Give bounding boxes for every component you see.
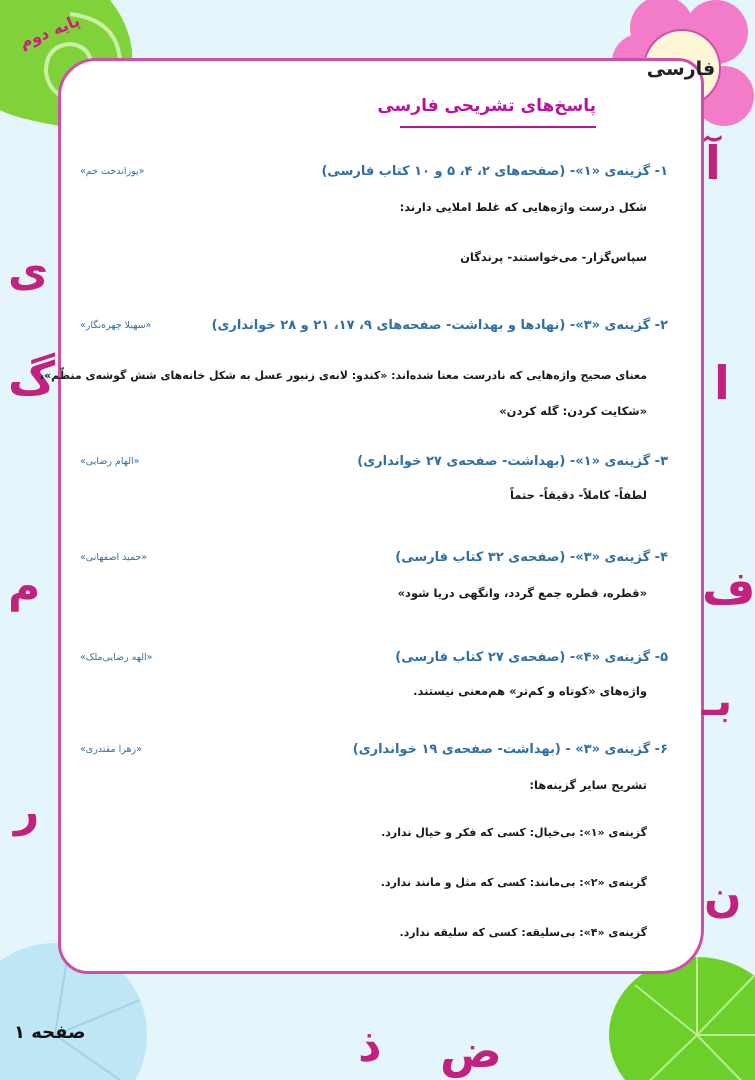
answer-line: گزینه‌ی «۴»: بی‌سلیقه: کسی که سلیقه ندارد.	[399, 926, 647, 939]
question-title: ۳- گزینه‌ی «۱»- (بهداشت- صفحه‌ی ۲۷ خوانداری)	[357, 454, 668, 469]
answer-line: معنای صحیح واژه‌هایی که نادرست معنا شده‌اند: «کندو: لانه‌ی زنبور عسل به شکل خانه‌های شش گوشه‌ی منظّم»،	[39, 369, 647, 382]
question-author: «زهرا مقتدری»	[80, 744, 142, 755]
question-2-header	[80, 318, 668, 342]
question-6-header	[80, 742, 668, 766]
decor-letter-left-2: گ	[8, 351, 56, 405]
decor-letter-left-3: م	[8, 561, 41, 612]
subject-label: فارسی	[646, 58, 716, 80]
decor-letter-right-2: ا	[714, 356, 730, 410]
question-author: «حمید اصفهانی»	[80, 552, 148, 563]
decor-letter-right-1: آ	[705, 136, 721, 190]
decor-letter-right-3: ف	[702, 561, 755, 615]
question-author: «سهیلا چهره‌نگار»	[80, 320, 152, 331]
answer-line: واژه‌های «کوتاه و کم‌تر» هم‌معنی نیستند.	[413, 684, 647, 698]
question-5-header	[80, 650, 668, 674]
decor-letter-left-4: ر	[14, 786, 40, 837]
answer-line: لطفاً- کاملاً- دقیقاً- حتماً	[509, 488, 647, 502]
decor-letter-bottom-2: ض	[440, 1024, 502, 1078]
decor-letter-right-5: ن	[704, 871, 742, 922]
answer-line: سپاس‌گزار- می‌خواستند- پرندگان	[460, 250, 647, 264]
question-3-header	[80, 454, 668, 478]
answer-line: «شکایت کردن: گله کردن»	[499, 404, 647, 418]
question-author: «الهه رضایی‌ملک»	[80, 652, 153, 663]
question-author: «پوراندخت جم»	[80, 166, 145, 177]
answer-line: تشریح سایر گزینه‌ها:	[529, 778, 647, 792]
question-title: ۱- گزینه‌ی «۱»- (صفحه‌های ۲، ۴، ۵ و ۱۰ کتاب فارسی)	[321, 164, 668, 179]
decor-letter-right-4: بـ	[702, 676, 733, 725]
answer-line: گزینه‌ی «۱»: بی‌خیال: کسی که فکر و خیال ندارد.	[381, 826, 647, 839]
question-title: ۵- گزینه‌ی «۴»- (صفحه‌ی ۲۷ کتاب فارسی)	[395, 650, 668, 665]
answer-line: شکل درست واژه‌هایی که غلط املایی دارند:	[399, 200, 647, 214]
question-author: «الهام رضایی»	[80, 456, 140, 467]
question-1-header	[80, 164, 668, 188]
page-number: صفحه ۱	[14, 1022, 86, 1043]
page-title: پاسخ‌های تشریحی فارسی	[377, 96, 596, 116]
answer-line: «قطره، قطره جمع گردد، وانگهی دریا شود»	[397, 586, 647, 600]
question-4-header	[80, 550, 668, 574]
grade-label: پایه دوم	[16, 10, 83, 53]
answer-line: گزینه‌ی «۲»: بی‌مانند: کسی که مثل و مانند ندارد.	[380, 876, 647, 889]
decor-letter-left-1: ی	[8, 246, 49, 297]
decor-letter-bottom-1: ذ	[358, 1018, 382, 1072]
question-title: ۴- گزینه‌ی «۳»- (صفحه‌ی ۳۲ کتاب فارسی)	[395, 550, 668, 565]
title-underline	[400, 126, 596, 128]
question-title: ۶- گزینه‌ی «۳» - (بهداشت- صفحه‌ی ۱۹ خوانداری)	[352, 742, 668, 757]
question-title: ۲- گزینه‌ی «۳»- (نهادها و بهداشت- صفحه‌های ۹، ۱۷، ۲۱ و ۲۸ خوانداری)	[211, 318, 668, 333]
